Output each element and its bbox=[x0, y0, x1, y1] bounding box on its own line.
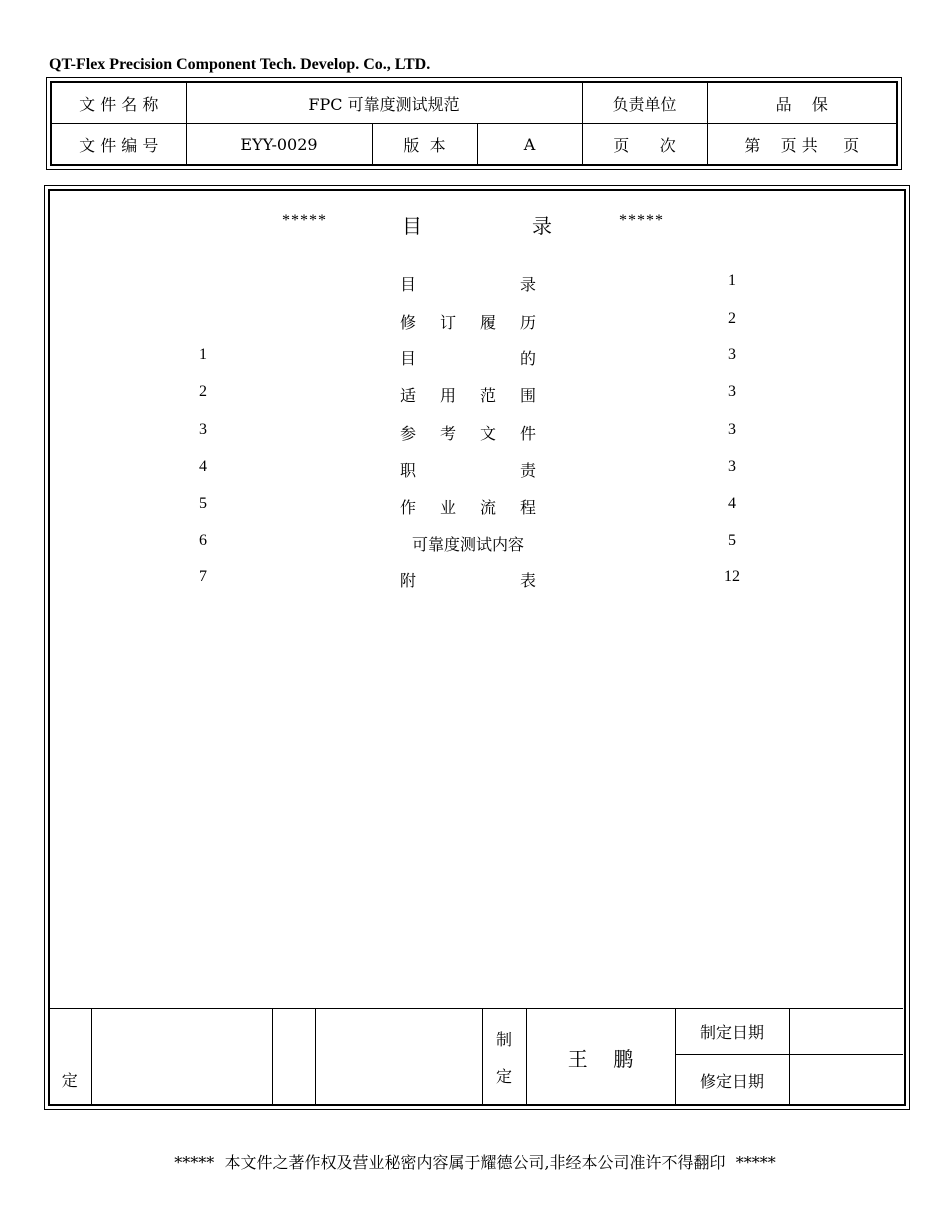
toc-row bbox=[0, 272, 950, 296]
toc-row-page: 5 bbox=[728, 532, 736, 549]
draft-label-bottom: 定 bbox=[495, 1067, 512, 1086]
toc-row-label bbox=[400, 568, 536, 591]
draft-date-value bbox=[789, 1009, 903, 1055]
toc-row bbox=[0, 346, 950, 370]
toc-label-char: 业 bbox=[439, 498, 456, 517]
toc-row-label bbox=[400, 383, 536, 406]
toc-row-page: 4 bbox=[728, 495, 736, 512]
toc-row-number: 5 bbox=[199, 495, 207, 512]
toc-label-char: 目 bbox=[400, 275, 417, 294]
toc-label-char: 流 bbox=[479, 498, 496, 517]
doc-name-label: 文 件 名 称 bbox=[52, 83, 186, 124]
toc-label-char: 修 bbox=[400, 313, 417, 332]
toc-label-char: 程 bbox=[519, 498, 536, 517]
toc-row bbox=[0, 421, 950, 445]
toc-label-char: 的 bbox=[519, 349, 536, 368]
toc-label-char: 考 bbox=[439, 424, 456, 443]
toc-label-char: 适 bbox=[400, 386, 417, 405]
toc-row-page: 1 bbox=[728, 272, 736, 289]
toc-row bbox=[0, 495, 950, 519]
doc-name-value: FPC 可靠度测试规范 bbox=[186, 83, 582, 124]
toc-row-page: 3 bbox=[728, 346, 736, 363]
toc-row-number: 3 bbox=[199, 421, 207, 438]
toc-row-page: 2 bbox=[728, 310, 736, 327]
toc-row bbox=[0, 532, 950, 556]
signature-table bbox=[49, 1008, 903, 1105]
toc-row-label bbox=[400, 458, 536, 481]
toc-stars-left: ***** bbox=[282, 212, 327, 229]
copyright-footer: ***** 本文件之著作权及营业秘密内容属于耀德公司,非经本公司准许不得翻印 ***** bbox=[174, 1153, 776, 1172]
toc-row bbox=[0, 458, 950, 482]
dept-value: 品 保 bbox=[707, 83, 896, 124]
doc-code-value: EYY-0029 bbox=[186, 124, 372, 165]
toc-label-char: 作 bbox=[400, 498, 417, 517]
toc-stars-right: ***** bbox=[619, 212, 664, 229]
toc-row-label bbox=[400, 310, 536, 333]
toc-label-char: 文 bbox=[479, 424, 496, 443]
draft-label-top: 制 bbox=[495, 1030, 512, 1049]
toc-row-label: 可靠度测试内容 bbox=[411, 535, 524, 554]
toc-label-char: 件 bbox=[519, 424, 536, 443]
toc-label-char: 履 bbox=[479, 313, 496, 332]
toc-label-char: 围 bbox=[519, 386, 536, 405]
toc-row-number: 7 bbox=[199, 568, 207, 585]
drafter-name: 王 鹏 bbox=[526, 1009, 675, 1106]
toc-row bbox=[0, 568, 950, 592]
page-label: 页 次 bbox=[582, 124, 707, 165]
toc-label-char: 录 bbox=[519, 275, 536, 294]
toc-label-char: 附 bbox=[400, 571, 417, 590]
toc-row-page: 3 bbox=[728, 458, 736, 475]
toc-row-number: 6 bbox=[199, 532, 207, 549]
toc-row-label bbox=[400, 346, 536, 369]
approve-signature-cell bbox=[91, 1009, 272, 1106]
revise-date-value bbox=[789, 1055, 903, 1106]
revise-date-label: 修定日期 bbox=[675, 1055, 789, 1106]
dept-label: 负责单位 bbox=[582, 83, 707, 124]
approve-label: 定 bbox=[49, 1009, 91, 1106]
draft-date-label: 制定日期 bbox=[675, 1009, 789, 1055]
toc-row-label bbox=[400, 272, 536, 295]
toc-row-page: 12 bbox=[724, 568, 740, 585]
toc-row-number: 4 bbox=[199, 458, 207, 475]
draft-label-cell bbox=[482, 1009, 526, 1106]
toc-label-char: 职 bbox=[400, 461, 417, 480]
toc-label-char: 历 bbox=[519, 313, 536, 332]
toc-row bbox=[0, 383, 950, 407]
toc-row-label bbox=[400, 495, 536, 518]
review-signature-cell bbox=[315, 1009, 482, 1106]
page-value: 第 页 共 页 bbox=[707, 124, 896, 165]
version-value: A bbox=[477, 124, 582, 165]
toc-label-char: 参 bbox=[400, 424, 417, 443]
toc-label-char: 订 bbox=[439, 313, 456, 332]
toc-label-char: 责 bbox=[519, 461, 536, 480]
toc-label-char: 用 bbox=[439, 386, 456, 405]
toc-row-number: 2 bbox=[199, 383, 207, 400]
doc-code-label: 文 件 编 号 bbox=[52, 124, 186, 165]
toc-row-page: 3 bbox=[728, 421, 736, 438]
toc-label-char: 范 bbox=[479, 386, 496, 405]
toc-title-left: 目 bbox=[402, 214, 422, 238]
toc-label-char: 表 bbox=[519, 571, 536, 590]
toc-row-page: 3 bbox=[728, 383, 736, 400]
document-header-table bbox=[46, 77, 902, 170]
review-label-cell bbox=[272, 1009, 315, 1106]
toc-label-char: 目 bbox=[400, 349, 417, 368]
toc-row-number: 1 bbox=[199, 346, 207, 363]
version-label: 版 本 bbox=[372, 124, 477, 165]
toc-row-label bbox=[400, 421, 536, 444]
toc-title-right: 录 bbox=[532, 214, 552, 238]
toc-row bbox=[0, 310, 950, 334]
company-name: QT-Flex Precision Component Tech. Develop. Co., LTD. bbox=[49, 56, 431, 73]
